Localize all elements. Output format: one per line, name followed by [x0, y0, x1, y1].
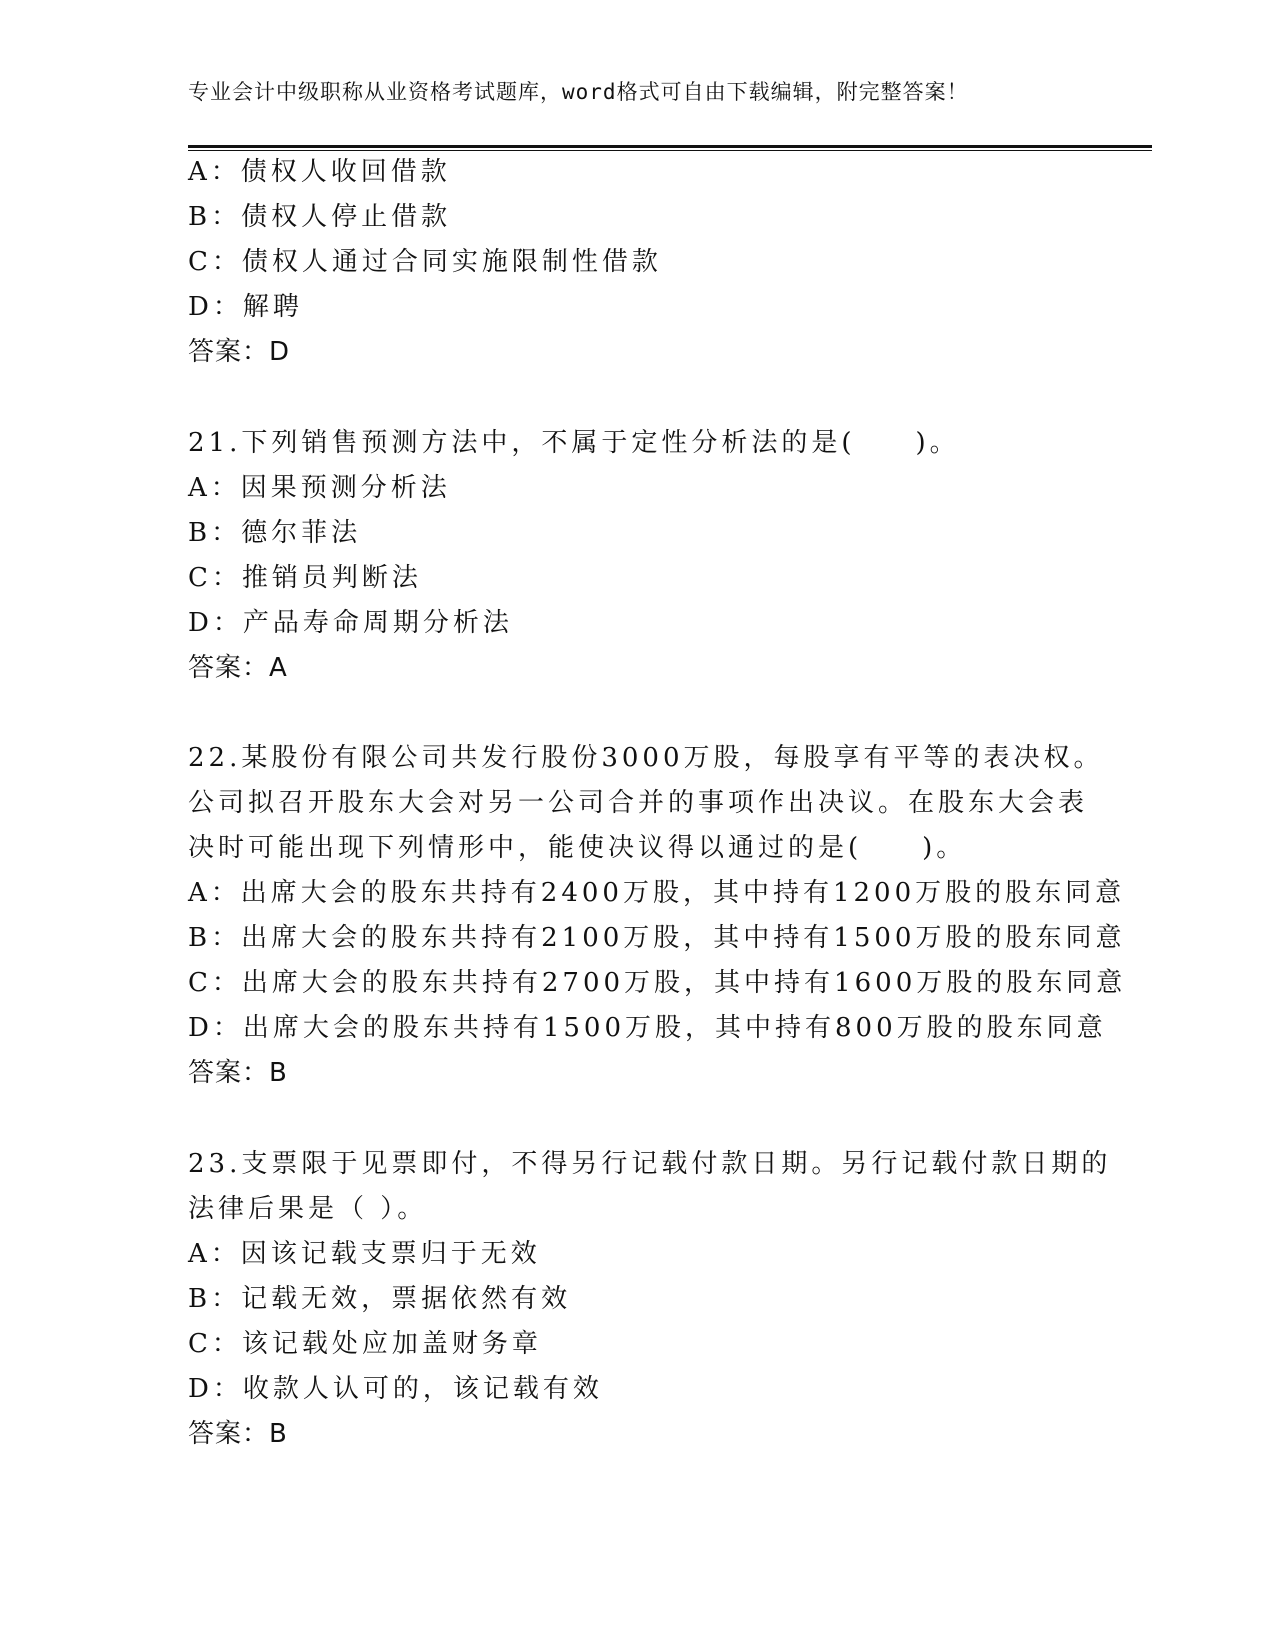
q21-option-d: D：产品寿命周期分析法 — [188, 608, 513, 638]
q22-stem-line-2: 公司拟召开股东大会对另一公司合并的事项作出决议。在股东大会表 — [188, 788, 1089, 818]
q23-option-d: D：收款人认可的，该记载有效 — [188, 1374, 603, 1404]
q22-option-c: C：出席大会的股东共持有2700万股，其中持有1600万股的股东同意 — [188, 968, 1127, 998]
q23-stem-line-1: 23.支票限于见票即付，不得另行记载付款日期。另行记载付款日期的 — [188, 1149, 1112, 1179]
q22-answer: 答案：B — [188, 1058, 288, 1088]
header-rule-thin — [188, 150, 1152, 151]
q22-option-d: D：出席大会的股东共持有1500万股，其中持有800万股的股东同意 — [188, 1013, 1107, 1043]
page-header: 专业会计中级职称从业资格考试题库，word格式可自由下载编辑，附完整答案！ — [188, 80, 969, 104]
q20-option-c: C：债权人通过合同实施限制性借款 — [188, 247, 662, 277]
q20-answer: 答案：D — [188, 337, 291, 367]
q23-option-a: A：因该记载支票归于无效 — [188, 1239, 541, 1269]
q22-option-b: B：出席大会的股东共持有2100万股，其中持有1500万股的股东同意 — [188, 923, 1126, 953]
q21-stem-line-1: 21.下列销售预测方法中，不属于定性分析法的是( )。 — [188, 428, 960, 458]
q23-option-b: B：记载无效，票据依然有效 — [188, 1284, 572, 1314]
q20-option-b: B：债权人停止借款 — [188, 202, 452, 232]
q21-option-c: C：推销员判断法 — [188, 563, 422, 593]
q22-option-a: A：出席大会的股东共持有2400万股，其中持有1200万股的股东同意 — [188, 878, 1126, 908]
q23-stem-line-2: 法律后果是（ ）。 — [188, 1194, 428, 1224]
q23-option-c: C：该记载处应加盖财务章 — [188, 1329, 542, 1359]
q20-option-a: A：债权人收回借款 — [188, 157, 451, 187]
header-rule-thick — [188, 145, 1152, 148]
q23-answer: 答案：B — [188, 1419, 288, 1449]
q22-stem-line-1: 22.某股份有限公司共发行股份3000万股，每股享有平等的表决权。 — [188, 743, 1104, 773]
q21-option-a: A：因果预测分析法 — [188, 473, 451, 503]
q21-answer: 答案：A — [188, 653, 288, 683]
q20-option-d: D：解聘 — [188, 292, 303, 322]
q21-option-b: B：德尔菲法 — [188, 518, 362, 548]
q22-stem-line-3: 决时可能出现下列情形中，能使决议得以通过的是( )。 — [188, 833, 967, 863]
